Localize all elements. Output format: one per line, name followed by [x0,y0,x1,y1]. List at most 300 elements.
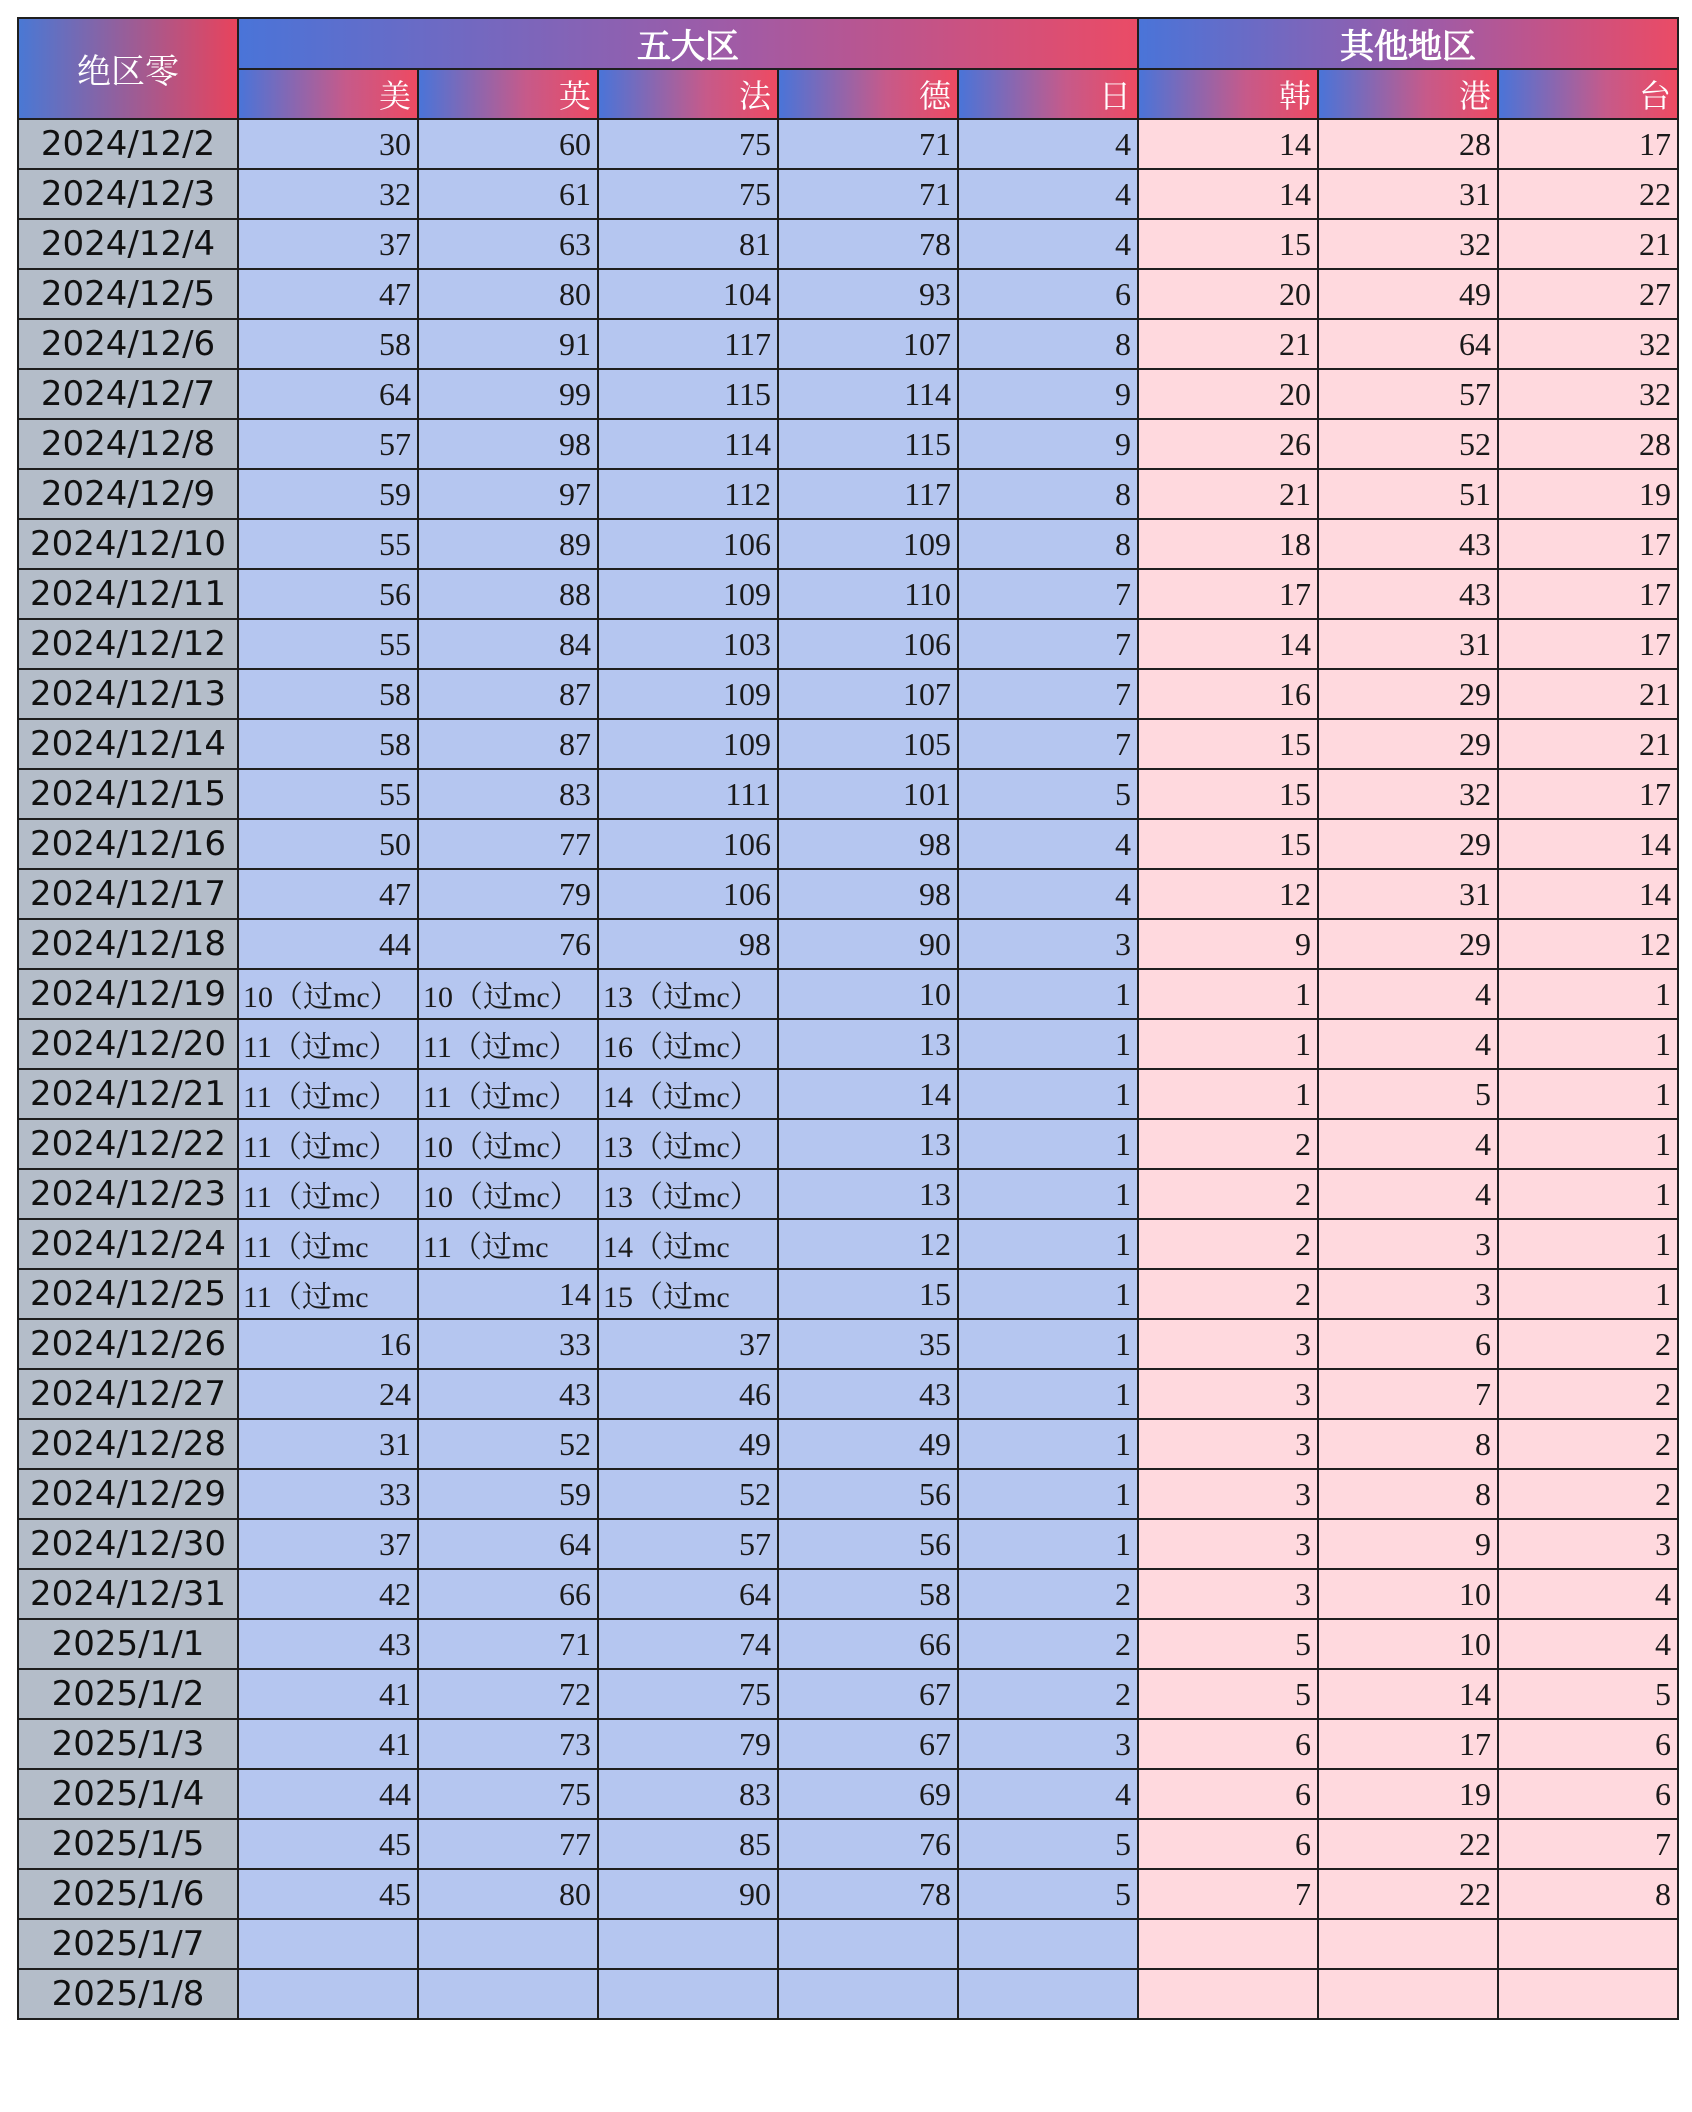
main-region-cell: 56 [778,1469,958,1519]
group-header-other: 其他地区 [1138,18,1678,69]
other-region-cell: 19 [1318,1769,1498,1819]
main-region-cell: 1 [958,1019,1138,1069]
main-region-cell: 9 [958,369,1138,419]
date-cell: 2024/12/22 [18,1119,238,1169]
date-cell: 2024/12/19 [18,969,238,1019]
main-region-cell: 24 [238,1369,418,1419]
main-region-cell [778,1919,958,1969]
other-region-cell: 16 [1138,669,1318,719]
main-region-cell: 67 [778,1669,958,1719]
main-region-cell: 117 [598,319,778,369]
main-region-cell: 98 [778,819,958,869]
column-header-other: 港 [1318,69,1498,119]
date-cell: 2025/1/8 [18,1969,238,2019]
table-row [18,969,1678,1019]
other-region-cell: 2 [1138,1119,1318,1169]
other-region-cell: 29 [1318,819,1498,869]
other-region-cell: 1 [1498,1219,1678,1269]
other-region-cell: 17 [1498,569,1678,619]
table-row [18,1169,1678,1219]
main-region-cell: 42 [238,1569,418,1619]
main-region-cell: 4 [958,819,1138,869]
main-region-cell: 78 [778,1869,958,1919]
main-region-cell: 85 [598,1819,778,1869]
other-region-cell: 29 [1318,669,1498,719]
date-cell: 2024/12/4 [18,219,238,269]
other-region-cell [1138,1919,1318,1969]
other-region-cell: 21 [1138,469,1318,519]
other-region-cell: 8 [1318,1419,1498,1469]
main-region-cell: 4 [958,1769,1138,1819]
main-region-cell: 77 [418,819,598,869]
main-region-cell: 4 [958,169,1138,219]
main-region-cell: 11（过mc） [418,1019,598,1069]
other-region-cell: 14 [1138,619,1318,669]
other-region-cell: 64 [1318,319,1498,369]
corner-label: 绝区零 [18,18,238,119]
main-region-cell: 76 [778,1819,958,1869]
other-region-cell: 2 [1138,1269,1318,1319]
other-region-cell: 3 [1138,1519,1318,1569]
main-region-cell: 59 [238,469,418,519]
main-region-cell: 64 [598,1569,778,1619]
other-region-cell: 1 [1498,1019,1678,1069]
other-region-cell: 22 [1318,1869,1498,1919]
main-region-cell: 66 [778,1619,958,1669]
main-region-cell: 57 [598,1519,778,1569]
main-region-cell [418,1919,598,1969]
main-region-cell: 90 [778,919,958,969]
main-region-cell: 1 [958,1469,1138,1519]
table-row [18,1569,1678,1619]
other-region-cell: 18 [1138,519,1318,569]
main-region-cell: 6 [958,269,1138,319]
main-region-cell: 5 [958,1819,1138,1869]
main-region-cell: 11（过mc） [418,1069,598,1119]
main-region-cell: 106 [598,519,778,569]
other-region-cell: 6 [1498,1719,1678,1769]
main-region-cell: 41 [238,1669,418,1719]
main-region-cell: 10（过mc） [418,969,598,1019]
other-region-cell: 26 [1138,419,1318,469]
main-region-cell: 10（过mc） [418,1119,598,1169]
main-region-cell: 10 [778,969,958,1019]
main-region-cell: 83 [418,769,598,819]
other-region-cell: 1 [1498,1269,1678,1319]
main-region-cell: 11（过mc [238,1269,418,1319]
main-region-cell: 10（过mc） [238,969,418,1019]
main-region-cell: 7 [958,669,1138,719]
main-region-cell: 10（过mc） [418,1169,598,1219]
main-region-cell: 1 [958,1269,1138,1319]
column-header-other: 台 [1498,69,1678,119]
main-region-cell: 72 [418,1669,598,1719]
other-region-cell: 7 [1138,1869,1318,1919]
date-cell: 2024/12/11 [18,569,238,619]
other-region-cell: 51 [1318,469,1498,519]
main-region-cell: 59 [418,1469,598,1519]
other-region-cell: 2 [1498,1469,1678,1519]
main-region-cell: 109 [598,569,778,619]
main-region-cell: 89 [418,519,598,569]
main-region-cell: 61 [418,169,598,219]
main-region-cell: 1 [958,1169,1138,1219]
other-region-cell: 2 [1498,1369,1678,1419]
other-region-cell: 6 [1318,1319,1498,1369]
table-row [18,569,1678,619]
main-region-cell: 47 [238,269,418,319]
main-region-cell: 7 [958,569,1138,619]
main-region-cell: 13 [778,1169,958,1219]
main-region-cell: 55 [238,519,418,569]
other-region-cell: 4 [1498,1569,1678,1619]
main-region-cell: 1 [958,969,1138,1019]
table-row [18,1719,1678,1769]
date-cell: 2024/12/16 [18,819,238,869]
other-region-cell [1318,1919,1498,1969]
main-region-cell: 4 [958,219,1138,269]
table-row [18,619,1678,669]
date-cell: 2025/1/1 [18,1619,238,1669]
other-region-cell: 4 [1318,1169,1498,1219]
main-region-cell: 114 [598,419,778,469]
table-row [18,169,1678,219]
table-row [18,369,1678,419]
table-row [18,1019,1678,1069]
column-header-main: 法 [598,69,778,119]
main-region-cell: 87 [418,669,598,719]
main-region-cell: 8 [958,469,1138,519]
main-region-cell: 14 [418,1269,598,1319]
other-region-cell: 28 [1498,419,1678,469]
other-region-cell: 17 [1498,619,1678,669]
other-region-cell: 31 [1318,869,1498,919]
main-region-cell: 79 [418,869,598,919]
date-cell: 2024/12/15 [18,769,238,819]
main-region-cell: 44 [238,1769,418,1819]
date-cell: 2024/12/13 [18,669,238,719]
main-region-cell: 5 [958,1869,1138,1919]
date-cell: 2024/12/14 [18,719,238,769]
other-region-cell: 14 [1498,869,1678,919]
main-region-cell: 58 [238,319,418,369]
main-region-cell: 8 [958,519,1138,569]
table-row [18,1369,1678,1419]
other-region-cell: 8 [1498,1869,1678,1919]
other-region-cell [1318,1969,1498,2019]
table-row [18,219,1678,269]
table-row [18,1319,1678,1369]
main-region-cell [778,1969,958,2019]
main-region-cell: 91 [418,319,598,369]
main-region-cell: 1 [958,1319,1138,1369]
other-region-cell: 5 [1318,1069,1498,1119]
date-cell: 2024/12/25 [18,1269,238,1319]
main-region-cell: 14（过mc） [598,1069,778,1119]
main-region-cell: 16（过mc） [598,1019,778,1069]
date-cell: 2024/12/8 [18,419,238,469]
other-region-cell: 14 [1138,169,1318,219]
main-region-cell: 78 [778,219,958,269]
main-region-cell: 83 [598,1769,778,1819]
table-row [18,1919,1678,1969]
table-row [18,269,1678,319]
date-cell: 2024/12/29 [18,1469,238,1519]
main-region-cell: 50 [238,819,418,869]
column-header-other: 韩 [1138,69,1318,119]
other-region-cell: 57 [1318,369,1498,419]
column-header-main: 英 [418,69,598,119]
other-region-cell: 49 [1318,269,1498,319]
other-region-cell: 31 [1318,169,1498,219]
table-row [18,1769,1678,1819]
table-row [18,869,1678,919]
column-header-main: 美 [238,69,418,119]
other-region-cell: 3 [1498,1519,1678,1569]
main-region-cell: 58 [238,669,418,719]
other-region-cell: 52 [1318,419,1498,469]
main-region-cell: 4 [958,119,1138,169]
main-region-cell: 43 [778,1369,958,1419]
date-cell: 2025/1/2 [18,1669,238,1719]
other-region-cell: 1 [1498,969,1678,1019]
main-region-cell: 8 [958,319,1138,369]
main-region-cell: 77 [418,1819,598,1869]
main-region-cell: 71 [778,119,958,169]
other-region-cell: 5 [1138,1619,1318,1669]
main-region-cell: 35 [778,1319,958,1369]
table-row [18,519,1678,569]
main-region-cell: 1 [958,1219,1138,1269]
other-region-cell: 21 [1498,669,1678,719]
main-region-cell: 41 [238,1719,418,1769]
main-region-cell: 63 [418,219,598,269]
main-region-cell: 105 [778,719,958,769]
date-cell: 2024/12/28 [18,1419,238,1469]
main-region-cell: 11（过mc） [238,1119,418,1169]
other-region-cell: 14 [1498,819,1678,869]
main-region-cell: 2 [958,1669,1138,1719]
main-region-cell: 45 [238,1869,418,1919]
main-region-cell: 52 [598,1469,778,1519]
date-cell: 2024/12/31 [18,1569,238,1619]
main-region-cell: 55 [238,769,418,819]
main-region-cell: 106 [778,619,958,669]
table-row [18,1819,1678,1869]
table-row [18,919,1678,969]
other-region-cell: 6 [1138,1719,1318,1769]
main-region-cell: 79 [598,1719,778,1769]
other-region-cell: 43 [1318,519,1498,569]
main-region-cell: 98 [598,919,778,969]
group-header-main: 五大区 [238,18,1138,69]
main-region-cell: 4 [958,869,1138,919]
main-region-cell: 80 [418,269,598,319]
main-region-cell: 80 [418,1869,598,1919]
main-region-cell: 75 [418,1769,598,1819]
date-cell: 2024/12/6 [18,319,238,369]
other-region-cell: 31 [1318,619,1498,669]
other-region-cell: 14 [1138,119,1318,169]
date-cell: 2024/12/21 [18,1069,238,1119]
main-region-cell: 43 [238,1619,418,1669]
main-region-cell: 15 [778,1269,958,1319]
main-region-cell [238,1919,418,1969]
other-region-cell: 1 [1138,1019,1318,1069]
main-region-cell: 44 [238,919,418,969]
other-region-cell: 20 [1138,269,1318,319]
other-region-cell: 21 [1498,219,1678,269]
date-cell: 2025/1/5 [18,1819,238,1869]
other-region-cell: 3 [1138,1369,1318,1419]
other-region-cell: 7 [1498,1819,1678,1869]
other-region-cell [1498,1919,1678,1969]
date-cell: 2024/12/18 [18,919,238,969]
main-region-cell: 52 [418,1419,598,1469]
main-region-cell: 112 [598,469,778,519]
main-region-cell: 9 [958,419,1138,469]
main-region-cell: 1 [958,1369,1138,1419]
main-region-cell: 75 [598,169,778,219]
other-region-cell: 1 [1498,1069,1678,1119]
other-region-cell: 9 [1138,919,1318,969]
other-region-cell: 3 [1318,1269,1498,1319]
date-cell: 2025/1/6 [18,1869,238,1919]
other-region-cell: 4 [1318,1119,1498,1169]
date-cell: 2024/12/2 [18,119,238,169]
main-region-cell: 1 [958,1519,1138,1569]
other-region-cell: 4 [1498,1619,1678,1669]
other-region-cell: 20 [1138,369,1318,419]
main-region-cell: 16 [238,1319,418,1369]
main-region-cell: 75 [598,119,778,169]
date-cell: 2024/12/20 [18,1019,238,1069]
other-region-cell: 29 [1318,919,1498,969]
main-region-cell: 57 [238,419,418,469]
date-cell: 2024/12/10 [18,519,238,569]
main-region-cell: 64 [238,369,418,419]
main-region-cell: 75 [598,1669,778,1719]
main-region-cell: 117 [778,469,958,519]
other-region-cell: 5 [1138,1669,1318,1719]
other-region-cell: 12 [1138,869,1318,919]
main-region-cell: 7 [958,719,1138,769]
other-region-cell: 22 [1318,1819,1498,1869]
main-region-cell: 88 [418,569,598,619]
table-row [18,669,1678,719]
main-region-cell: 104 [598,269,778,319]
date-cell: 2024/12/26 [18,1319,238,1369]
table-row [18,819,1678,869]
other-region-cell: 6 [1498,1769,1678,1819]
main-region-cell: 13（过mc） [598,969,778,1019]
main-region-cell: 74 [598,1619,778,1669]
other-region-cell: 28 [1318,119,1498,169]
main-region-cell: 107 [778,669,958,719]
main-region-cell: 107 [778,319,958,369]
main-region-cell: 106 [598,869,778,919]
main-region-cell: 56 [238,569,418,619]
date-cell: 2025/1/4 [18,1769,238,1819]
main-region-cell: 3 [958,1719,1138,1769]
main-region-cell: 13（过mc） [598,1169,778,1219]
table-row [18,1119,1678,1169]
main-region-cell: 67 [778,1719,958,1769]
table-row [18,1419,1678,1469]
main-region-cell: 12 [778,1219,958,1269]
other-region-cell: 1 [1138,969,1318,1019]
date-cell: 2024/12/12 [18,619,238,669]
main-region-cell: 114 [778,369,958,419]
other-region-cell: 14 [1318,1669,1498,1719]
other-region-cell: 1 [1498,1169,1678,1219]
main-region-cell: 71 [418,1619,598,1669]
other-region-cell: 32 [1498,369,1678,419]
main-region-cell: 60 [418,119,598,169]
table-row [18,1669,1678,1719]
other-region-cell: 17 [1498,519,1678,569]
other-region-cell: 21 [1138,319,1318,369]
main-region-cell: 101 [778,769,958,819]
other-region-cell: 3 [1138,1419,1318,1469]
main-region-cell: 76 [418,919,598,969]
main-region-cell: 2 [958,1619,1138,1669]
table-row [18,719,1678,769]
main-region-cell: 99 [418,369,598,419]
main-region-cell: 1 [958,1069,1138,1119]
main-region-cell: 115 [598,369,778,419]
main-region-cell: 11（过mc） [238,1019,418,1069]
other-region-cell: 2 [1498,1319,1678,1369]
main-region-cell: 71 [778,169,958,219]
main-region-cell: 11（过mc [418,1219,598,1269]
other-region-cell: 3 [1318,1219,1498,1269]
main-region-cell: 69 [778,1769,958,1819]
main-region-cell [598,1969,778,2019]
other-region-cell: 15 [1138,719,1318,769]
other-region-cell: 2 [1498,1419,1678,1469]
other-region-cell: 1 [1138,1069,1318,1119]
other-region-cell: 22 [1498,169,1678,219]
main-region-cell: 46 [598,1369,778,1419]
main-region-cell: 58 [778,1569,958,1619]
ranking-table [17,17,1679,2020]
main-region-cell: 3 [958,919,1138,969]
main-region-cell: 11（过mc [238,1219,418,1269]
other-region-cell: 10 [1318,1619,1498,1669]
other-region-cell: 10 [1318,1569,1498,1619]
main-region-cell [958,1969,1138,2019]
other-region-cell: 12 [1498,919,1678,969]
main-region-cell: 13（过mc） [598,1119,778,1169]
main-region-cell: 111 [598,769,778,819]
table-row [18,1069,1678,1119]
date-cell: 2024/12/24 [18,1219,238,1269]
table-row [18,1219,1678,1269]
main-region-cell: 109 [598,669,778,719]
main-region-cell: 73 [418,1719,598,1769]
date-cell: 2024/12/5 [18,269,238,319]
other-region-cell: 5 [1498,1669,1678,1719]
other-region-cell: 29 [1318,719,1498,769]
main-region-cell: 98 [418,419,598,469]
table-row [18,1469,1678,1519]
main-region-cell: 58 [238,719,418,769]
other-region-cell: 3 [1138,1469,1318,1519]
main-region-cell: 45 [238,1819,418,1869]
main-region-cell: 33 [418,1319,598,1369]
other-region-cell: 43 [1318,569,1498,619]
